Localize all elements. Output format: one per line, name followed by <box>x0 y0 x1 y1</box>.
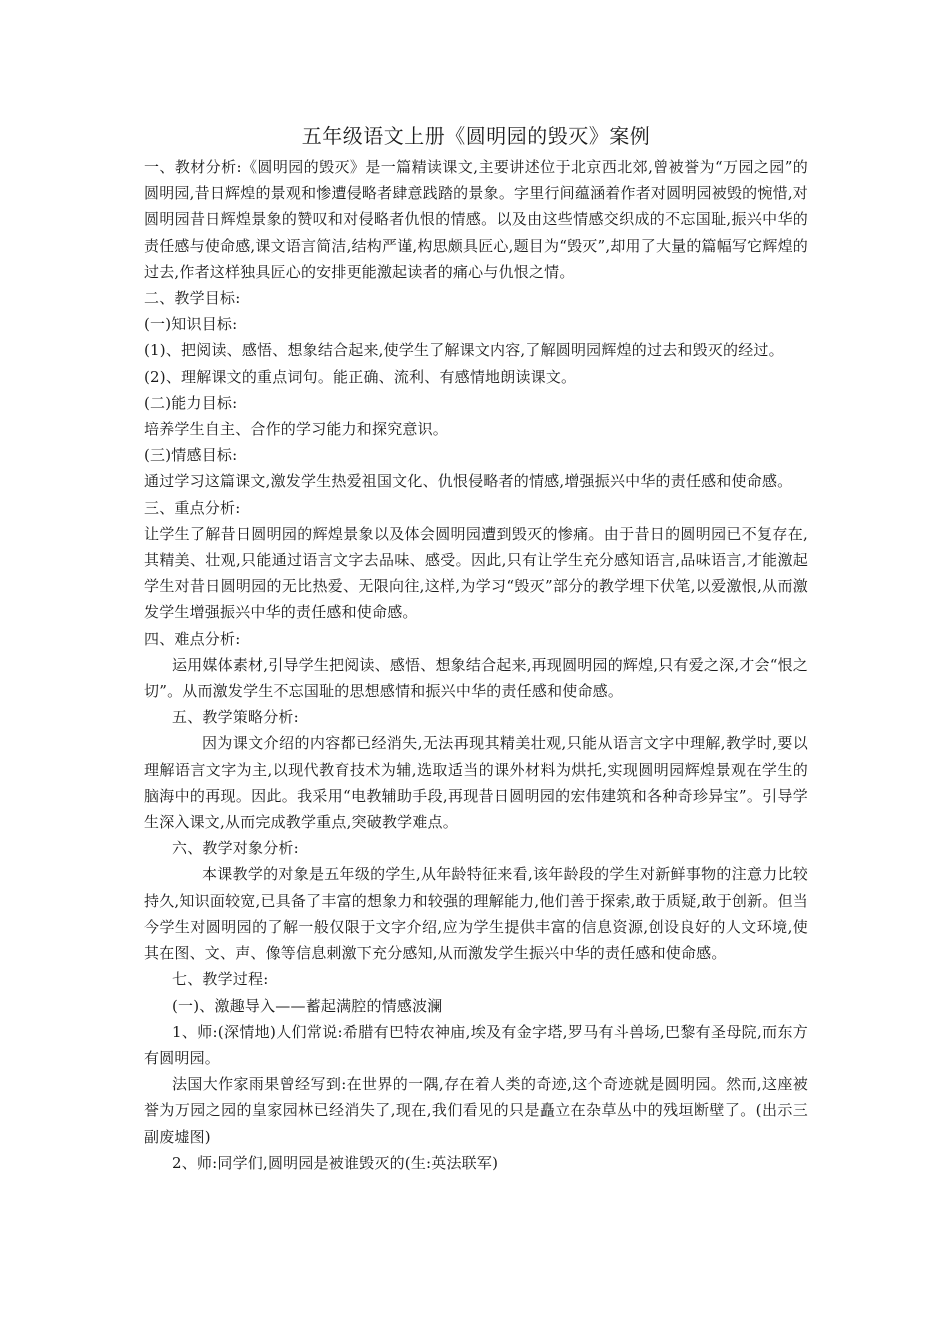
heading-teaching-goals: 二、教学目标: <box>144 289 241 308</box>
subheading-knowledge-goals: (一)知识目标: <box>144 315 238 334</box>
subheading-intro: (一)、激趣导入——蓄起满腔的情感波澜 <box>172 996 443 1015</box>
heading-difficulties: 四、难点分析: <box>144 629 241 648</box>
heading-process: 七、教学过程: <box>172 970 269 989</box>
paragraph-materials-analysis: 一、教材分析:《圆明园的毁灭》是一篇精读课文,主要讲述位于北京西北郊,曾被誉为“万园之园”的圆明园,昔日辉煌的景观和惨遭侵略者肆意践踏的景象。字里行间蕴涵着作者对圆明园被毁的惋惜,对圆明园昔日辉煌景象的赞叹和对侵略者仇恨的情感。以及由这些情感交织成的不忘国耻,振兴中华的责任感与使命感,课文语言简洁,结构严谨,构思颇具匠心,题目为“毁灭”,却用了大量的篇幅写它辉煌的过去,作者这样独具匠心的安排更能激起读者的痛心与仇恨之情。 <box>144 158 808 281</box>
list-item-knowledge-1: (1)、把阅读、感悟、想象结合起来,使学生了解课文内容,了解圆明园辉煌的过去和毁灭的经过。 <box>144 341 784 360</box>
paragraph-ability-goals: 培养学生自主、合作的学习能力和探究意识。 <box>144 420 449 439</box>
heading-strategy: 五、教学策略分析: <box>172 708 299 727</box>
paragraph-teacher-2: 2、师:同学们,圆明园是被谁毁灭的(生:英法联军) <box>172 1153 499 1172</box>
paragraph-emotion-goals: 通过学习这篇课文,激发学生热爱祖国文化、仇恨侵略者的情感,增强振兴中华的责任感和使命感。 <box>144 472 793 491</box>
paragraph-hugo-quote: 法国大作家雨果曾经写到:在世界的一隅,存在着人类的奇迹,这个奇迹就是圆明园。然而,这座被誉为万园之园的皇家园林已经消失了,现在,我们看见的只是矗立在杂草丛中的残垣断壁了。(出示三副废墟图) <box>144 1075 808 1146</box>
paragraph-students: 本课教学的对象是五年级的学生,从年龄特征来看,该年龄段的学生对新鲜事物的注意力比较持久,知识面较宽,已具备了丰富的想象力和较强的理解能力,他们善于探索,敢于质疑,敢于创新。但当今学生对圆明园的了解一般仅限于文字介绍,应为学生提供丰富的信息资源,创设良好的人文环境,使其在图、文、声、像等信息刺激下充分感知,从而激发学生振兴中华的责任感和使命感。 <box>144 865 808 963</box>
heading-students: 六、教学对象分析: <box>172 839 299 858</box>
document-page <box>144 118 808 1176</box>
paragraph-teacher-1: 1、师:(深情地)人们常说:希腊有巴特农神庙,埃及有金字塔,罗马有斗兽场,巴黎有圣母院,而东方有圆明园。 <box>144 1022 808 1067</box>
paragraph-key-points: 让学生了解昔日圆明园的辉煌景象以及体会圆明园遭到毁灭的惨痛。由于昔日的圆明园已不复存在,其精美、壮观,只能通过语言文字去品味、感受。因此,只有让学生充分感知语言,品味语言,才能激起学生对昔日圆明园的无比热爱、无限向往,这样,为学习“毁灭”部分的教学埋下伏笔,以爱激恨,从而激发学生增强振兴中华的责任感和使命感。 <box>144 524 808 622</box>
subheading-ability-goals: (二)能力目标: <box>144 393 238 412</box>
paragraph-difficulties: 运用媒体素材,引导学生把阅读、感悟、想象结合起来,再现圆明园的辉煌,只有爱之深,才会“恨之切”。从而激发学生不忘国耻的思想感情和振兴中华的责任感和使命感。 <box>144 655 808 701</box>
heading-key-points: 三、重点分析: <box>144 498 241 517</box>
subheading-emotion-goals: (三)情感目标: <box>144 446 238 465</box>
document-title: 五年级语文上册《圆明园的毁灭》案例 <box>301 124 651 148</box>
list-item-knowledge-2: (2)、理解课文的重点词句。能正确、流利、有感情地朗读课文。 <box>144 367 577 386</box>
paragraph-strategy: 因为课文介绍的内容都已经消失,无法再现其精美壮观,只能从语言文字中理解,教学时,要以理解语言文字为主,以现代教育技术为辅,选取适当的课外材料为烘托,实现圆明园辉煌景观在学生的脑海中的再现。因此。我采用“电教辅助手段,再现昔日圆明园的宏伟建筑和各种奇珍异宝”。引导学生深入课文,从而完成教学重点,突破教学难点。 <box>144 734 808 832</box>
